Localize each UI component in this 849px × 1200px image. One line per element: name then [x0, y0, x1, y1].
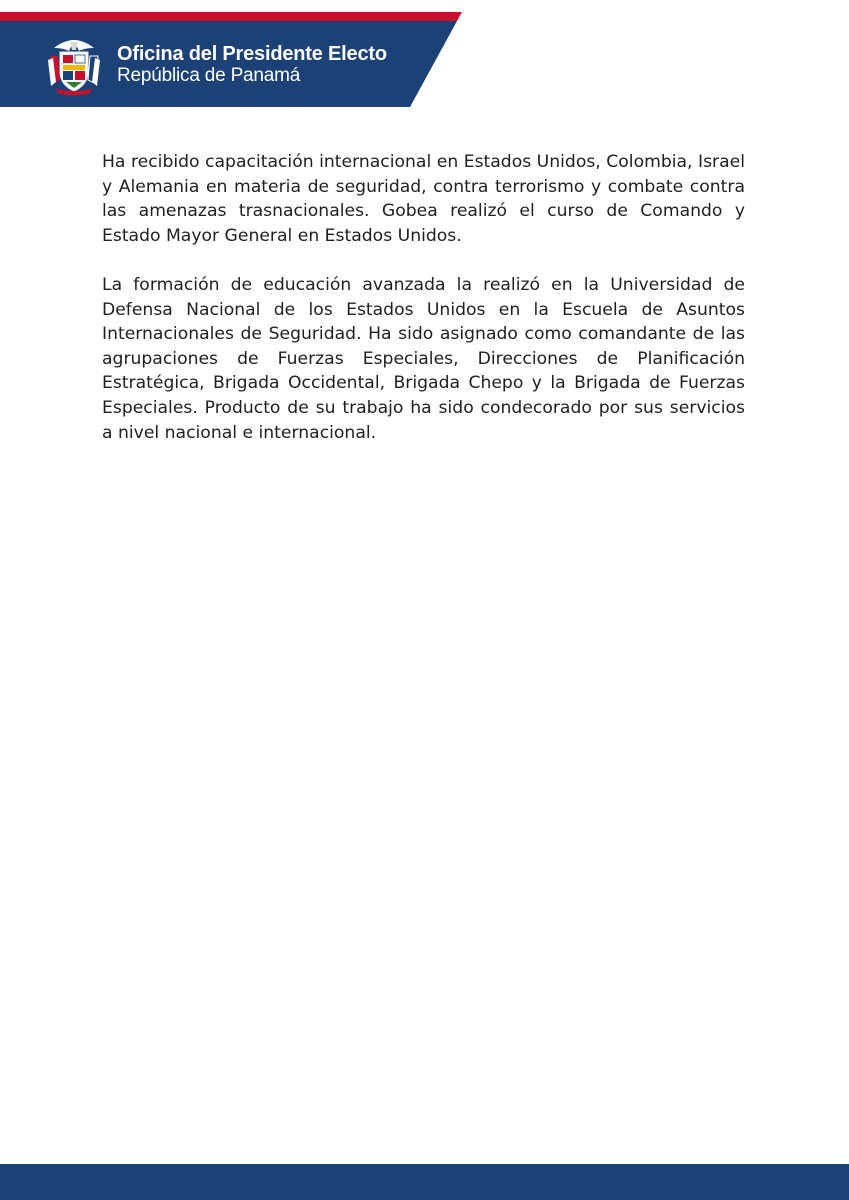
footer-bar	[0, 1164, 849, 1200]
body-paragraph: Ha recibido capacitación internacional en Estados Unidos, Colombia, Israel y Alemania en materia de seguridad, contra terrorismo y combate contra las amenazas trasnacionales. Gobea realizó el curso de Comando y Estado Mayor General en Estados Unidos.	[102, 152, 745, 246]
office-title: Oficina del Presidente Electo	[117, 43, 387, 65]
document-body	[102, 150, 745, 470]
body-paragraph: La formación de educación avanzada la realizó en la Universidad de Defensa Nacional de los Estados Unidos en la Escuela de Asuntos Internacionales de Seguridad. Ha sido asignado como comandante de las agrupaciones de Fuerzas Especiales, Direcciones de Planificación Estratégica, Brigada Occidental, Brigada Chepo y la Brigada de Fuerzas Especiales. Producto de su trabajo ha sido condecorado por sus servicios a nivel nacional e internacional.	[102, 274, 745, 443]
panama-coat-of-arms-icon	[46, 36, 102, 96]
header-red-stripe	[0, 12, 462, 21]
country-subtitle: República de Panamá	[117, 65, 301, 86]
